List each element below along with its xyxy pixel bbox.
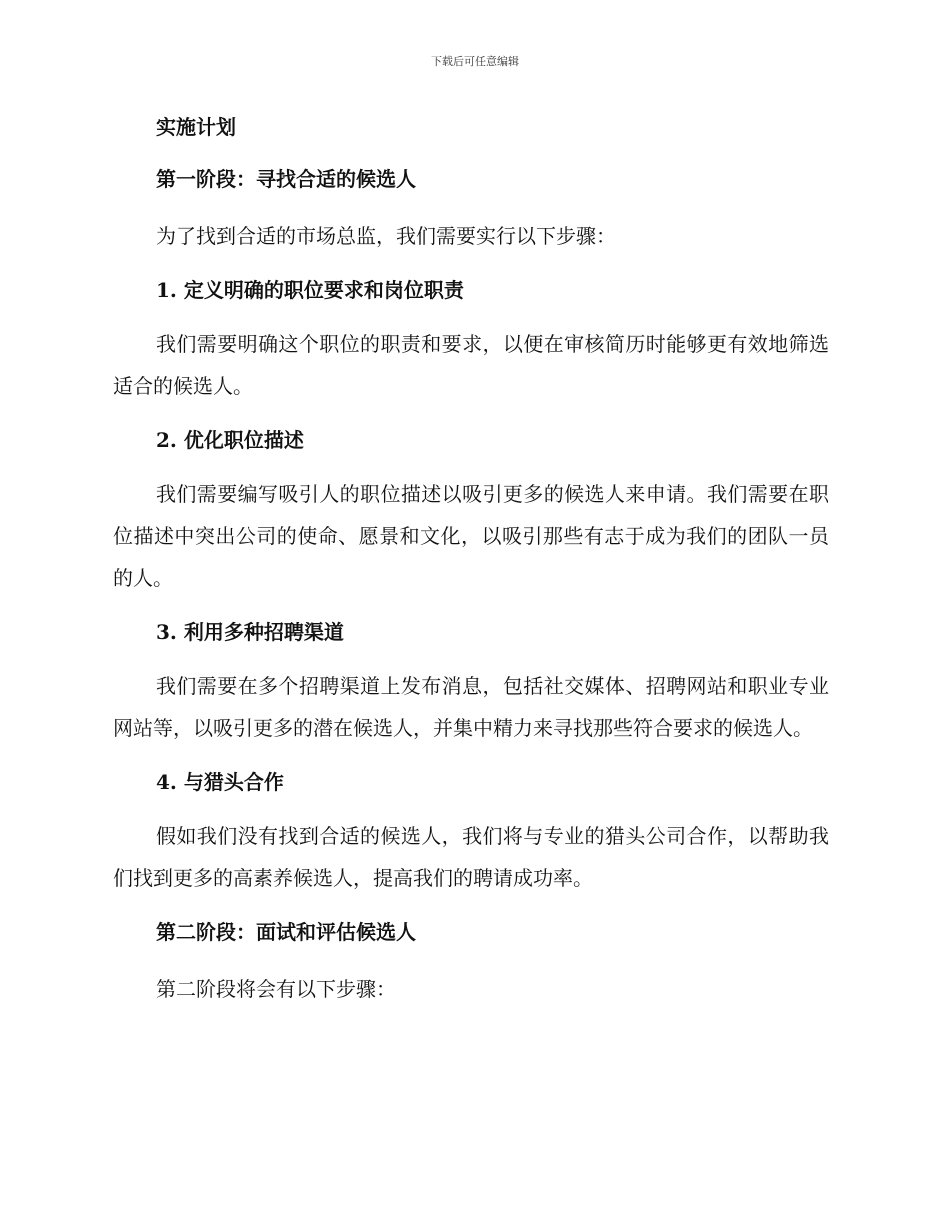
document-body: [113, 108, 829, 1010]
phase1-heading: 第一阶段：寻找合适的候选人: [156, 167, 416, 191]
step-2-heading: 2. 优化职位描述: [156, 428, 304, 452]
step-1-heading: 1. 定义明确的职位要求和岗位职责: [156, 278, 464, 302]
phase2-heading: 第二阶段：面试和评估候选人: [156, 920, 416, 944]
step-3-body: 我们需要在多个招聘渠道上发布消息，包括社交媒体、招聘网站和职业专业网站等，以吸引更多的潜在候选人，并集中精力来寻找那些符合要求的候选人。: [113, 674, 829, 740]
step-2-body: 我们需要编写吸引人的职位描述以吸引更多的候选人来申请。我们需要在职位描述中突出公司的使命、愿景和文化，以吸引那些有志于成为我们的团队一员的人。: [113, 482, 829, 590]
phase1-intro: 为了找到合适的市场总监，我们需要实行以下步骤：: [156, 224, 616, 248]
step-4-heading: 4. 与猎头合作: [156, 770, 284, 794]
step-1-body: 我们需要明确这个职位的职责和要求，以便在审核简历时能够更有效地筛选适合的候选人。: [113, 332, 829, 398]
step-4-body: 假如我们没有找到合适的候选人，我们将与专业的猎头公司合作，以帮助我们找到更多的高素养候选人，提高我们的聘请成功率。: [113, 824, 829, 890]
document-title: 实施计划: [156, 115, 236, 139]
step-3-heading: 3. 利用多种招聘渠道: [156, 620, 344, 644]
header-note: 下载后可任意编辑: [431, 55, 519, 68]
phase2-intro: 第二阶段将会有以下步骤：: [156, 977, 396, 1001]
